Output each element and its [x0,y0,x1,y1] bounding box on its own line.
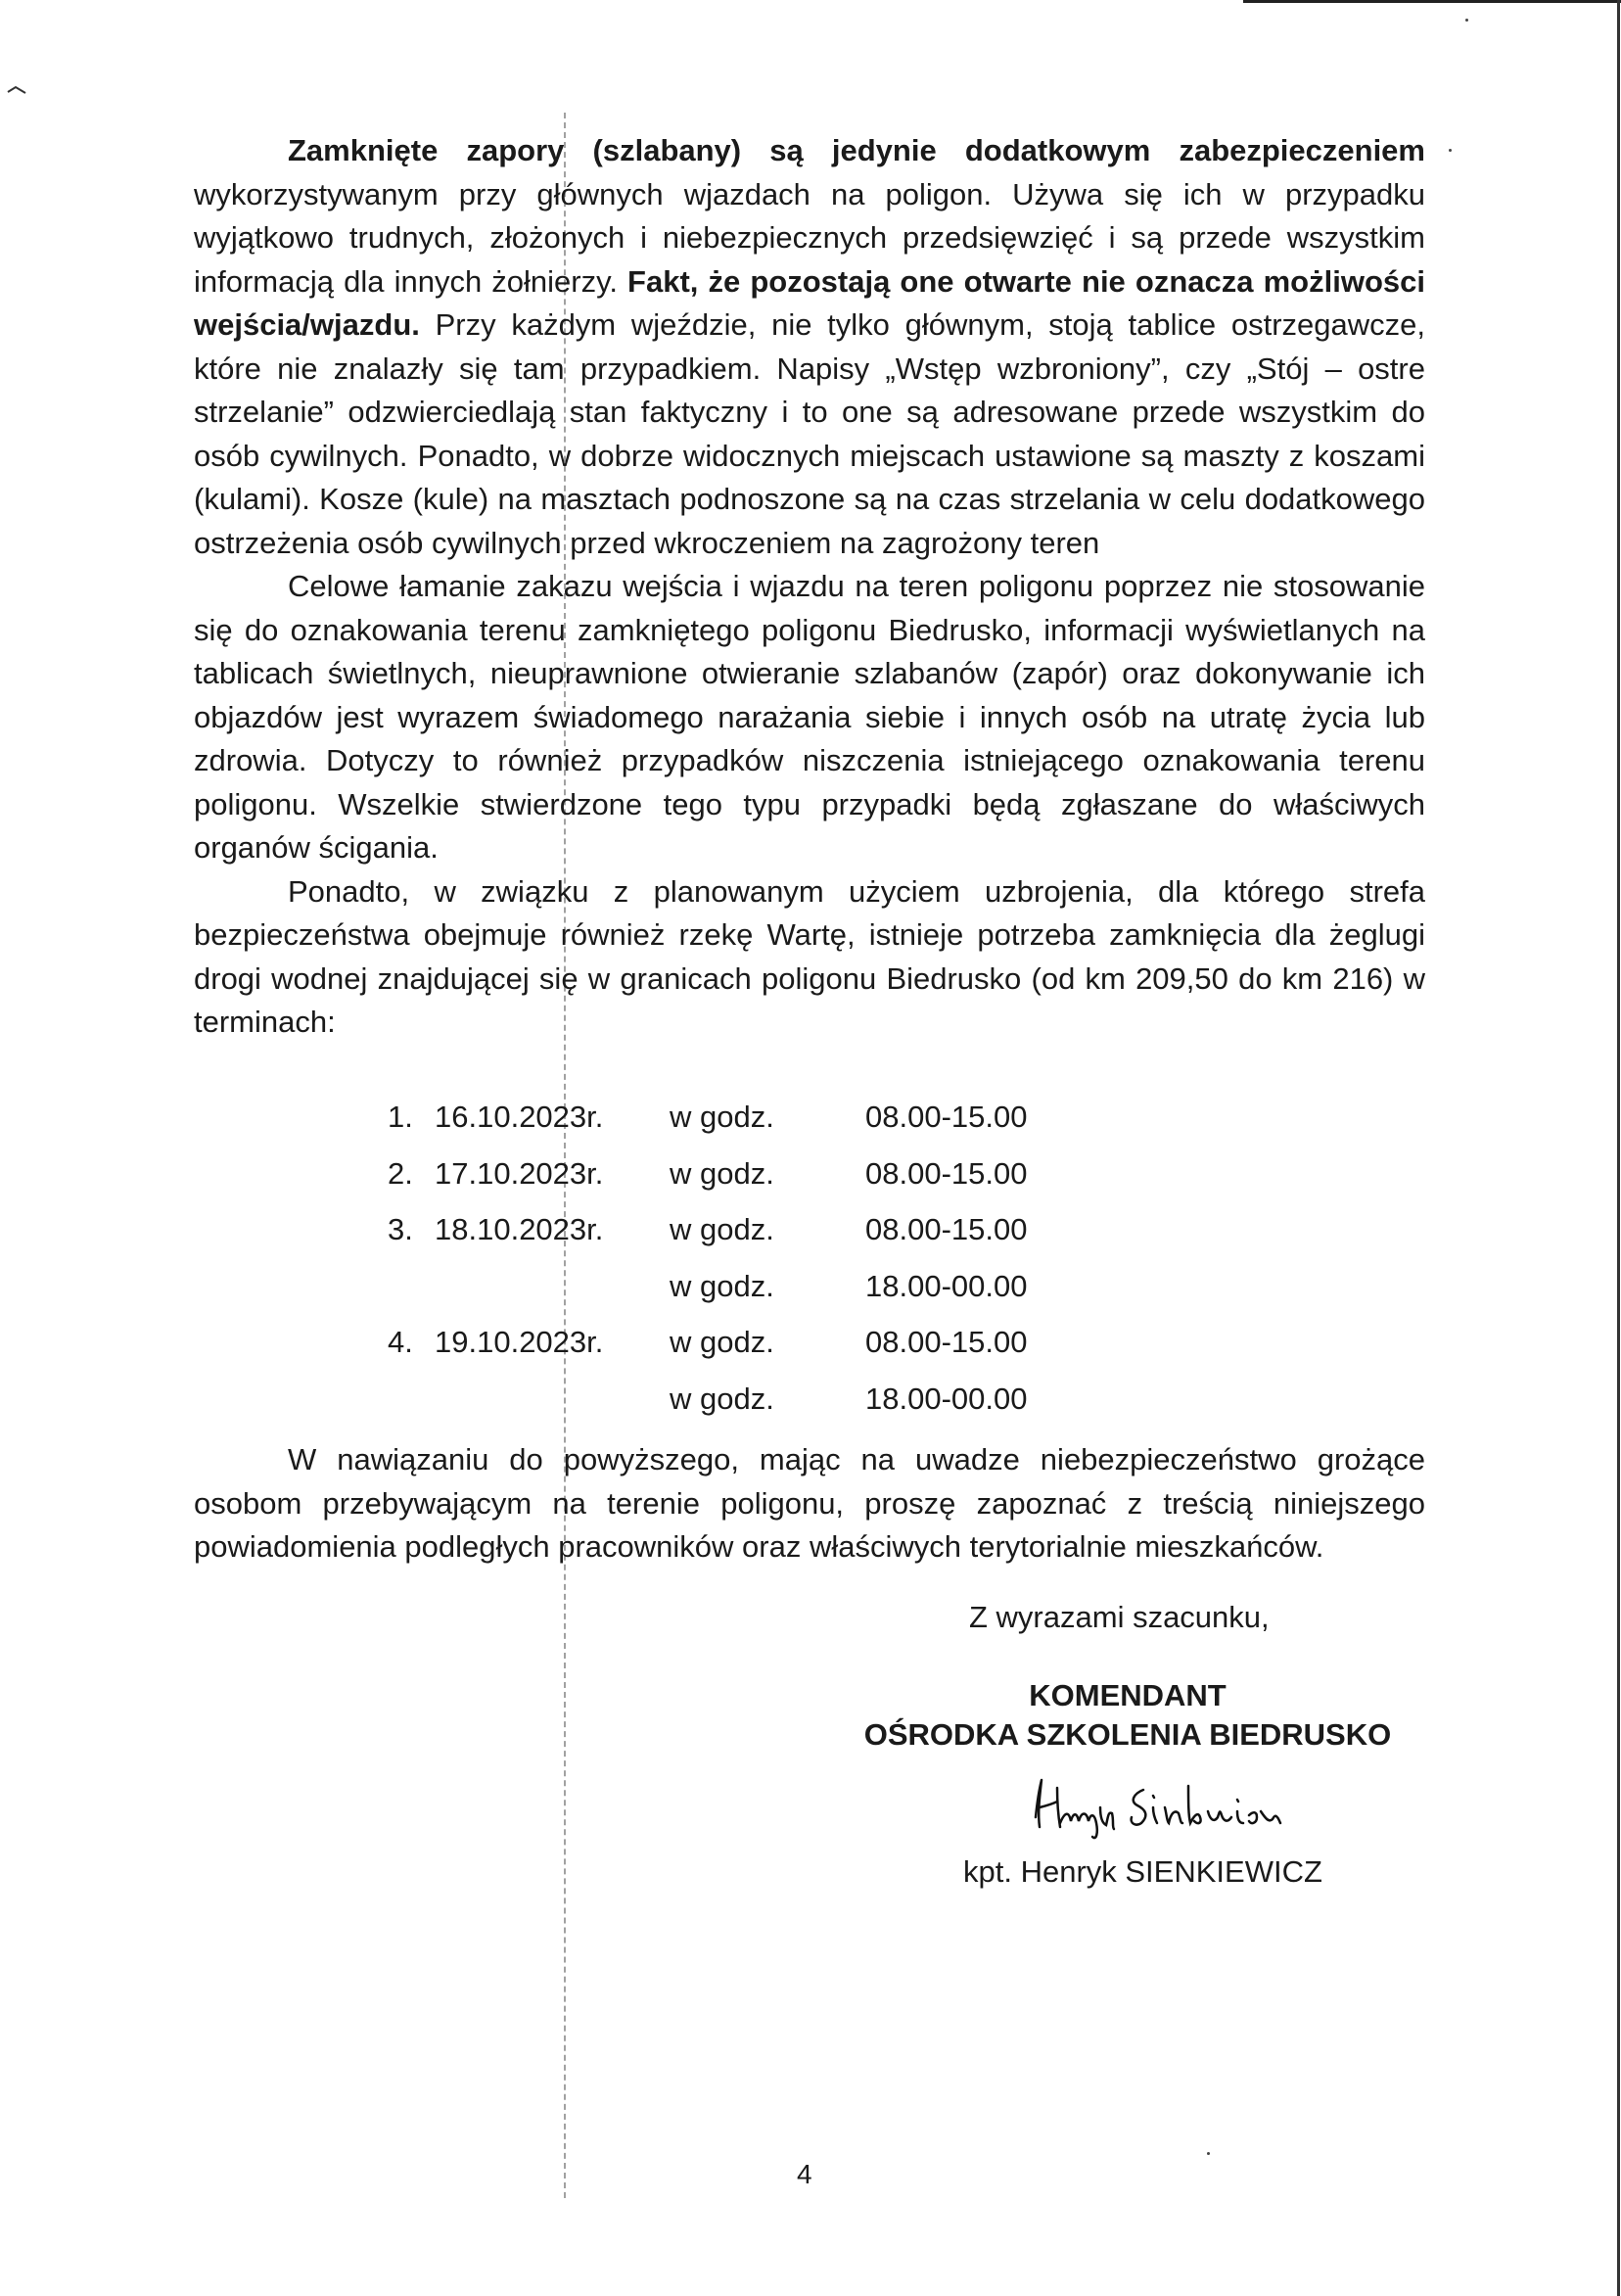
schedule-label: w godz. [670,1212,774,1246]
schedule-date: 17.10.2023r. [435,1155,604,1191]
schedule-time: 08.00-15.00 [865,1100,1028,1134]
scan-speck [1465,19,1468,22]
body-text [194,129,1425,1045]
closing-paragraph: W nawiązaniu do powyższego, mając na uwadze niebezpieczeństwo grożące osobom przebywającym na terenie poligonu, proszę zapoznać z treścią niniejszego powiadomienia podległych pracowników oraz właściwych terytorialnie mieszkańców. [194,1442,1425,1564]
schedule-label: w godz. [670,1155,774,1191]
closing-text [194,1438,1425,1570]
signoff-block [844,1676,1412,1755]
text-segment: Fakt, że pozostają one otwarte nie oznacza możliwości wejścia/wjazdu. [194,263,1425,342]
paragraph [194,565,1425,870]
page-number: 4 [797,2159,812,2189]
paragraph [194,129,1425,565]
schedule-row [388,1201,1027,1258]
scan-edge-right [1617,0,1620,2296]
scan-edge-top [1243,0,1621,3]
greeting: Z wyrazami szacunku, [969,1600,1270,1634]
schedule-row [388,1258,1027,1315]
signer-name: kpt. Henryk SIENKIEWICZ [963,1854,1322,1889]
schedule-row [388,1371,1027,1428]
schedule-date: 18.10.2023r. [435,1212,604,1246]
scan-speck [1207,2152,1210,2155]
schedule-number: 4. [388,1325,413,1359]
signoff-unit: OŚRODKA SZKOLENIA BIEDRUSKO [863,1717,1392,1752]
schedule-list [388,1089,1027,1427]
text-segment: Zamknięte zapory (szlabany) są jedynie dodatkowym zabezpieczeniem [288,133,1425,167]
schedule-number: 1. [388,1100,413,1134]
schedule-time: 08.00-15.00 [865,1325,1028,1359]
text-segment: wykorzystywanym przy głównych wjazdach na poligon. Używa się ich w przypadku wyjątkowo trudnych, złożonych i niebezpiecznych przedsięwzięć i są przede wszystkim informacją dla innych żołnierzy. [194,176,1425,299]
schedule-time: 18.00-00.00 [865,1381,1028,1416]
schedule-time: 08.00-15.00 [865,1212,1028,1246]
schedule-row [388,1314,1027,1371]
handwritten-signature [1028,1768,1302,1847]
text-segment: Ponadto, w związku z planowanym użyciem uzbrojenia, dla którego strefa bezpieczeństwa obejmuje również rzekę Wartę, istnieje potrzeba zamknięcia dla żeglugi drogi wodnej znajdującej się w granicach poligonu Biedrusko (od km 209,50 do km 216) w terminach: [194,873,1425,1039]
schedule-row [388,1089,1027,1146]
text-segment: Przy każdym wjeździe, nie tylko głównym, stoją tablice ostrzegawcze, które nie znalazły się tam przypadkiem. Napisy „Wstęp wzbroniony”, czy „Stój – ostre strzelanie” odzwierciedlają stan faktyczny i to one są adresowane przede wszystkim do osób cywilnych. Ponadto, w dobrze widocznych miejscach ustawione są maszty z koszami (kulami). Kosze (kule) na masztach podnoszone są na czas strzelania w celu dodatkowego ostrzeżenia osób cywilnych przed wkroczeniem na zagrożony teren [194,307,1425,560]
schedule-row [388,1146,1027,1202]
text-segment: Celowe łamanie zakazu wejścia i wjazdu na teren poligonu poprzez nie stosowanie się do oznakowania terenu zamkniętego poligonu Biedrusko, informacji wyświetlanych na tablicach świetlnych, nieuprawnione otwieranie szlabanów (zapór) oraz dokonywanie ich objazdów jest wyrazem świadomego narażania siebie i innych osób na utratę życia lub zdrowia. Dotyczy to również przypadków niszczenia istniejącego oznakowania terenu poligonu. Wszelkie stwierdzone tego typu przypadki będą zgłaszane do właściwych organów ścigania. [194,569,1425,865]
schedule-date: 16.10.2023r. [435,1100,604,1134]
schedule-label: w godz. [670,1325,774,1359]
scan-speck [1449,149,1452,152]
schedule-time: 18.00-00.00 [865,1268,1028,1303]
signoff-title: KOMENDANT [1029,1678,1227,1712]
paragraph [194,870,1425,1045]
schedule-number: 2. [388,1155,413,1191]
schedule-label: w godz. [670,1381,774,1416]
schedule-number: 3. [388,1212,413,1246]
corner-mark [6,84,31,98]
schedule-time: 08.00-15.00 [865,1155,1028,1191]
schedule-date: 19.10.2023r. [435,1325,604,1359]
schedule-label: w godz. [670,1268,774,1303]
schedule-label: w godz. [670,1100,774,1134]
